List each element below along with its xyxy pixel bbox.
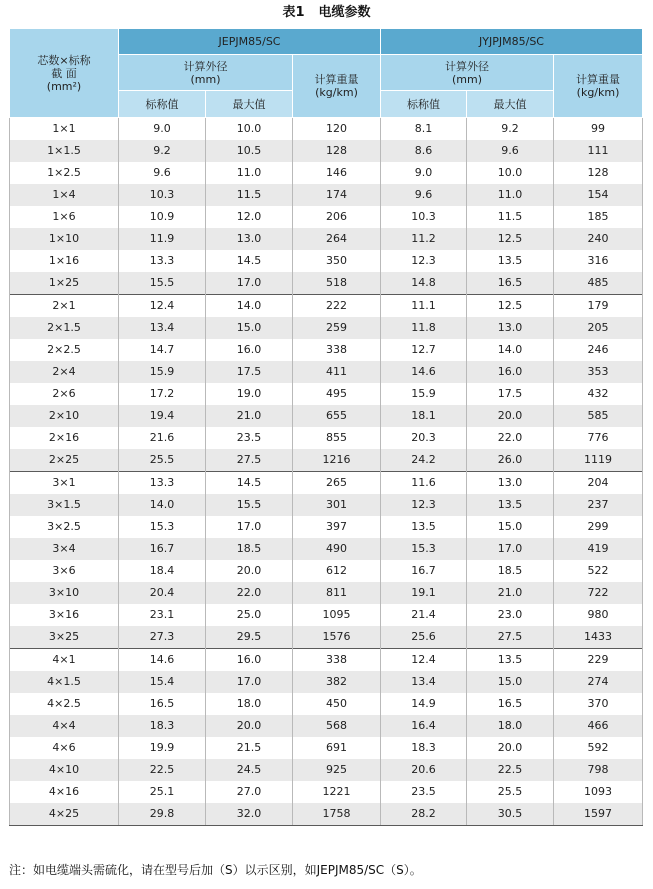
cell-jepjm-weight: 264 [293,228,381,250]
cell-jyjpjm-max-dia: 12.5 [467,228,554,250]
cell-core-section: 2×4 [10,361,119,383]
cell-jepjm-nominal-dia: 18.3 [119,715,206,737]
table-row [10,604,643,626]
cell-jepjm-nominal-dia: 13.3 [119,472,206,495]
cell-core-section: 4×25 [10,803,119,826]
cell-jepjm-max-dia: 20.0 [206,560,293,582]
cell-jepjm-weight: 128 [293,140,381,162]
cell-core-section: 3×1.5 [10,494,119,516]
cell-jepjm-nominal-dia: 18.4 [119,560,206,582]
cell-jyjpjm-weight: 1093 [554,781,643,803]
cell-jepjm-weight: 222 [293,295,381,318]
table-row [10,759,643,781]
cell-jepjm-nominal-dia: 15.4 [119,671,206,693]
cell-jyjpjm-max-dia: 17.5 [467,383,554,405]
cell-jepjm-weight: 174 [293,184,381,206]
cell-jyjpjm-nominal-dia: 13.5 [381,516,467,538]
cell-jepjm-nominal-dia: 10.9 [119,206,206,228]
cell-core-section: 4×1 [10,649,119,672]
cell-jepjm-nominal-dia: 15.9 [119,361,206,383]
table-row [10,228,643,250]
cell-jyjpjm-weight: 980 [554,604,643,626]
cell-core-section: 2×1.5 [10,317,119,339]
cell-jepjm-nominal-dia: 16.7 [119,538,206,560]
cell-jepjm-max-dia: 23.5 [206,427,293,449]
cell-jepjm-max-dia: 25.0 [206,604,293,626]
cell-core-section: 4×6 [10,737,119,759]
table-row [10,250,643,272]
cell-jyjpjm-nominal-dia: 18.3 [381,737,467,759]
cell-jepjm-max-dia: 17.0 [206,272,293,295]
table-row [10,295,643,318]
table-row [10,140,643,162]
cell-jyjpjm-nominal-dia: 11.2 [381,228,467,250]
cell-jyjpjm-nominal-dia: 11.8 [381,317,467,339]
table-row [10,405,643,427]
cell-jepjm-max-dia: 19.0 [206,383,293,405]
table-row [10,715,643,737]
cell-jyjpjm-weight: 128 [554,162,643,184]
cell-jyjpjm-nominal-dia: 14.6 [381,361,467,383]
cell-jyjpjm-weight: 419 [554,538,643,560]
header-core-section-line1: 芯数×标称 [37,53,91,67]
cell-jyjpjm-max-dia: 14.0 [467,339,554,361]
cell-jyjpjm-weight: 353 [554,361,643,383]
cell-jepjm-weight: 382 [293,671,381,693]
table-row [10,626,643,649]
cell-jyjpjm-nominal-dia: 20.6 [381,759,467,781]
header-max-2: 最大值 [467,91,554,118]
cell-jyjpjm-nominal-dia: 12.3 [381,250,467,272]
cell-jepjm-weight: 495 [293,383,381,405]
cell-jyjpjm-weight: 1119 [554,449,643,472]
header-group-jyjpjm85: JYJPJM85/SC [381,29,643,55]
header-weight-2 [554,55,643,118]
table-title-text: 电缆参数 [318,5,371,20]
cell-jepjm-weight: 691 [293,737,381,759]
table-row [10,272,643,295]
cell-jepjm-nominal-dia: 9.0 [119,118,206,141]
cell-jyjpjm-nominal-dia: 14.8 [381,272,467,295]
cell-jepjm-max-dia: 15.5 [206,494,293,516]
cell-jyjpjm-max-dia: 23.0 [467,604,554,626]
cell-jepjm-nominal-dia: 19.9 [119,737,206,759]
cell-jepjm-max-dia: 15.0 [206,317,293,339]
table-row [10,427,643,449]
cell-jepjm-max-dia: 17.5 [206,361,293,383]
cell-jyjpjm-nominal-dia: 21.4 [381,604,467,626]
cell-jepjm-nominal-dia: 14.0 [119,494,206,516]
cell-jyjpjm-max-dia: 10.0 [467,162,554,184]
cell-jyjpjm-nominal-dia: 25.6 [381,626,467,649]
header-weight-1 [293,55,381,118]
cell-jyjpjm-weight: 592 [554,737,643,759]
cell-jepjm-nominal-dia: 9.6 [119,162,206,184]
cell-jyjpjm-nominal-dia: 10.3 [381,206,467,228]
header-group-jepjm85: JEPJM85/SC [119,29,381,55]
cell-jyjpjm-nominal-dia: 13.4 [381,671,467,693]
header-max-1: 最大值 [206,91,293,118]
cell-jyjpjm-weight: 1597 [554,803,643,826]
cell-jyjpjm-weight: 179 [554,295,643,318]
cell-jyjpjm-weight: 229 [554,649,643,672]
cell-jepjm-max-dia: 18.0 [206,693,293,715]
cell-jyjpjm-nominal-dia: 15.3 [381,538,467,560]
cell-core-section: 4×16 [10,781,119,803]
cell-jepjm-weight: 1221 [293,781,381,803]
cell-jyjpjm-nominal-dia: 18.1 [381,405,467,427]
cell-jyjpjm-weight: 246 [554,339,643,361]
cell-jyjpjm-weight: 204 [554,472,643,495]
cell-jepjm-max-dia: 16.0 [206,649,293,672]
cell-jepjm-nominal-dia: 21.6 [119,427,206,449]
cell-jepjm-max-dia: 20.0 [206,715,293,737]
table-row [10,184,643,206]
cell-jepjm-nominal-dia: 20.4 [119,582,206,604]
cell-jepjm-nominal-dia: 14.7 [119,339,206,361]
cell-core-section: 2×25 [10,449,119,472]
cell-core-section: 3×16 [10,604,119,626]
cell-jepjm-max-dia: 14.5 [206,250,293,272]
cell-jepjm-nominal-dia: 13.4 [119,317,206,339]
cell-jepjm-weight: 411 [293,361,381,383]
table-row [10,339,643,361]
cell-jepjm-weight: 1576 [293,626,381,649]
cell-jepjm-weight: 259 [293,317,381,339]
cell-core-section: 2×6 [10,383,119,405]
header-weight-1-unit: (kg/km) [315,86,358,99]
table-row [10,317,643,339]
cell-jyjpjm-max-dia: 25.5 [467,781,554,803]
cell-core-section: 1×25 [10,272,119,295]
cell-jepjm-weight: 1758 [293,803,381,826]
cell-jepjm-weight: 301 [293,494,381,516]
cell-jyjpjm-nominal-dia: 8.6 [381,140,467,162]
cell-jyjpjm-max-dia: 15.0 [467,516,554,538]
cell-jepjm-nominal-dia: 27.3 [119,626,206,649]
cell-core-section: 1×6 [10,206,119,228]
cell-jepjm-max-dia: 13.0 [206,228,293,250]
cell-jyjpjm-nominal-dia: 12.4 [381,649,467,672]
cell-jyjpjm-max-dia: 13.5 [467,494,554,516]
cell-jyjpjm-nominal-dia: 12.3 [381,494,467,516]
cell-jyjpjm-weight: 370 [554,693,643,715]
cell-jyjpjm-weight: 299 [554,516,643,538]
cell-jepjm-max-dia: 17.0 [206,671,293,693]
cell-core-section: 2×1 [10,295,119,318]
header-diameter-1-label: 计算外径 [183,59,228,73]
cell-core-section: 4×10 [10,759,119,781]
cell-jyjpjm-nominal-dia: 12.7 [381,339,467,361]
cell-jepjm-weight: 925 [293,759,381,781]
cell-jyjpjm-weight: 522 [554,560,643,582]
cell-core-section: 4×4 [10,715,119,737]
cell-core-section: 3×10 [10,582,119,604]
cell-jepjm-weight: 265 [293,472,381,495]
cell-jyjpjm-weight: 1433 [554,626,643,649]
cell-jepjm-nominal-dia: 15.5 [119,272,206,295]
table-row [10,538,643,560]
table-title-label: 表1 [282,5,305,20]
cell-jyjpjm-weight: 99 [554,118,643,141]
table-row [10,781,643,803]
table-row [10,649,643,672]
cell-jepjm-weight: 120 [293,118,381,141]
cell-jyjpjm-weight: 722 [554,582,643,604]
cell-jepjm-max-dia: 16.0 [206,339,293,361]
cell-jyjpjm-nominal-dia: 23.5 [381,781,467,803]
cell-jepjm-max-dia: 24.5 [206,759,293,781]
cell-jepjm-nominal-dia: 19.4 [119,405,206,427]
cell-core-section: 1×1 [10,118,119,141]
cell-jyjpjm-max-dia: 13.0 [467,317,554,339]
table-row [10,118,643,141]
cell-jyjpjm-weight: 432 [554,383,643,405]
cable-parameters-table [9,28,643,826]
cell-jepjm-nominal-dia: 12.4 [119,295,206,318]
table-row [10,494,643,516]
table-row [10,693,643,715]
cell-jepjm-max-dia: 17.0 [206,516,293,538]
cell-jyjpjm-nominal-dia: 14.9 [381,693,467,715]
header-diameter-2 [381,55,554,91]
cell-jepjm-weight: 338 [293,339,381,361]
table-row [10,162,643,184]
cell-jyjpjm-weight: 111 [554,140,643,162]
cell-jepjm-max-dia: 11.0 [206,162,293,184]
cell-jepjm-weight: 811 [293,582,381,604]
cell-jepjm-max-dia: 14.5 [206,472,293,495]
cell-jyjpjm-max-dia: 16.5 [467,693,554,715]
header-core-section [10,29,119,118]
cell-jyjpjm-weight: 274 [554,671,643,693]
cell-jepjm-weight: 350 [293,250,381,272]
cell-jyjpjm-weight: 585 [554,405,643,427]
header-nominal-2: 标称值 [381,91,467,118]
cell-jyjpjm-max-dia: 11.0 [467,184,554,206]
cell-jyjpjm-max-dia: 12.5 [467,295,554,318]
cell-jyjpjm-weight: 485 [554,272,643,295]
cell-jepjm-weight: 146 [293,162,381,184]
table-row [10,803,643,826]
cell-jyjpjm-max-dia: 30.5 [467,803,554,826]
cell-jepjm-max-dia: 10.0 [206,118,293,141]
cell-jepjm-weight: 397 [293,516,381,538]
cell-jepjm-max-dia: 21.0 [206,405,293,427]
cell-jyjpjm-max-dia: 17.0 [467,538,554,560]
table-row [10,472,643,495]
cell-core-section: 2×10 [10,405,119,427]
table-row [10,737,643,759]
table-row [10,516,643,538]
table-row [10,582,643,604]
cell-jyjpjm-max-dia: 18.5 [467,560,554,582]
cell-jyjpjm-nominal-dia: 8.1 [381,118,467,141]
cell-core-section: 1×2.5 [10,162,119,184]
table-row [10,383,643,405]
cell-jepjm-max-dia: 18.5 [206,538,293,560]
cell-jyjpjm-weight: 798 [554,759,643,781]
cell-core-section: 3×1 [10,472,119,495]
cell-core-section: 4×2.5 [10,693,119,715]
cell-jyjpjm-max-dia: 15.0 [467,671,554,693]
cell-jepjm-weight: 612 [293,560,381,582]
cell-jepjm-nominal-dia: 16.5 [119,693,206,715]
cell-jepjm-nominal-dia: 10.3 [119,184,206,206]
cell-jepjm-nominal-dia: 15.3 [119,516,206,538]
cell-jyjpjm-weight: 185 [554,206,643,228]
cell-jyjpjm-weight: 466 [554,715,643,737]
cell-core-section: 3×6 [10,560,119,582]
cell-core-section: 2×16 [10,427,119,449]
cell-jyjpjm-max-dia: 27.5 [467,626,554,649]
cell-jepjm-weight: 338 [293,649,381,672]
cell-core-section: 4×1.5 [10,671,119,693]
cell-jyjpjm-max-dia: 26.0 [467,449,554,472]
header-diameter-1-unit: (mm) [190,72,221,86]
cell-jepjm-nominal-dia: 29.8 [119,803,206,826]
cell-jyjpjm-max-dia: 22.0 [467,427,554,449]
cell-jepjm-nominal-dia: 17.2 [119,383,206,405]
cell-core-section: 1×4 [10,184,119,206]
header-diameter-2-unit: (mm) [452,72,483,86]
cell-jepjm-weight: 855 [293,427,381,449]
cell-jyjpjm-max-dia: 13.0 [467,472,554,495]
cell-jepjm-max-dia: 14.0 [206,295,293,318]
cell-jyjpjm-weight: 205 [554,317,643,339]
cell-jyjpjm-nominal-dia: 15.9 [381,383,467,405]
cell-jepjm-nominal-dia: 13.3 [119,250,206,272]
table-row [10,206,643,228]
cell-jepjm-max-dia: 29.5 [206,626,293,649]
cell-jepjm-max-dia: 10.5 [206,140,293,162]
cell-jyjpjm-max-dia: 20.0 [467,737,554,759]
cell-jepjm-nominal-dia: 11.9 [119,228,206,250]
cell-core-section: 1×16 [10,250,119,272]
footnote: 注：如电缆端头需硫化，请在型号后加（S）以示区别，如JEPJM85/SC（S）。 [9,863,422,877]
cell-jyjpjm-max-dia: 18.0 [467,715,554,737]
cell-jyjpjm-weight: 154 [554,184,643,206]
cell-jepjm-max-dia: 22.0 [206,582,293,604]
cell-jyjpjm-max-dia: 9.6 [467,140,554,162]
header-weight-1-label: 计算重量 [314,73,359,86]
table-body [10,118,643,826]
cell-jyjpjm-max-dia: 13.5 [467,649,554,672]
cell-jepjm-weight: 1095 [293,604,381,626]
cell-jyjpjm-nominal-dia: 19.1 [381,582,467,604]
cell-jyjpjm-max-dia: 13.5 [467,250,554,272]
cell-jyjpjm-nominal-dia: 9.0 [381,162,467,184]
cell-jepjm-weight: 450 [293,693,381,715]
header-diameter-2-label: 计算外径 [445,59,490,73]
cell-jepjm-nominal-dia: 25.1 [119,781,206,803]
cell-jyjpjm-nominal-dia: 16.7 [381,560,467,582]
cell-jepjm-max-dia: 32.0 [206,803,293,826]
header-nominal-1: 标称值 [119,91,206,118]
cell-jepjm-nominal-dia: 25.5 [119,449,206,472]
cell-jyjpjm-nominal-dia: 11.6 [381,472,467,495]
cell-jyjpjm-nominal-dia: 20.3 [381,427,467,449]
cell-core-section: 3×2.5 [10,516,119,538]
table-row [10,560,643,582]
cell-jyjpjm-max-dia: 9.2 [467,118,554,141]
cell-jyjpjm-weight: 237 [554,494,643,516]
cell-jepjm-nominal-dia: 23.1 [119,604,206,626]
cell-jepjm-weight: 518 [293,272,381,295]
cell-jepjm-nominal-dia: 14.6 [119,649,206,672]
cell-core-section: 2×2.5 [10,339,119,361]
cell-jepjm-weight: 490 [293,538,381,560]
cell-jepjm-max-dia: 27.0 [206,781,293,803]
cell-jyjpjm-max-dia: 22.5 [467,759,554,781]
header-core-section-line3: (mm²) [46,79,82,93]
cell-jyjpjm-weight: 240 [554,228,643,250]
cell-jyjpjm-max-dia: 16.5 [467,272,554,295]
cell-jepjm-weight: 568 [293,715,381,737]
cell-jyjpjm-weight: 776 [554,427,643,449]
cell-jepjm-max-dia: 27.5 [206,449,293,472]
cell-jyjpjm-max-dia: 20.0 [467,405,554,427]
cell-jyjpjm-nominal-dia: 9.6 [381,184,467,206]
table-row [10,361,643,383]
cell-jyjpjm-max-dia: 11.5 [467,206,554,228]
header-core-section-line2: 截 面 [51,66,77,80]
cell-core-section: 1×1.5 [10,140,119,162]
table-title [0,0,653,26]
header-diameter-1 [119,55,293,91]
cell-core-section: 3×4 [10,538,119,560]
cell-jyjpjm-nominal-dia: 28.2 [381,803,467,826]
cell-jepjm-max-dia: 21.5 [206,737,293,759]
cell-jyjpjm-weight: 316 [554,250,643,272]
header-weight-2-label: 计算重量 [576,73,621,86]
cell-core-section: 3×25 [10,626,119,649]
cell-jyjpjm-nominal-dia: 16.4 [381,715,467,737]
cell-jyjpjm-max-dia: 16.0 [467,361,554,383]
cell-core-section: 1×10 [10,228,119,250]
cell-jepjm-max-dia: 12.0 [206,206,293,228]
cell-jyjpjm-max-dia: 21.0 [467,582,554,604]
table-row [10,671,643,693]
cell-jepjm-weight: 206 [293,206,381,228]
cell-jepjm-weight: 655 [293,405,381,427]
table-row [10,449,643,472]
cell-jepjm-nominal-dia: 22.5 [119,759,206,781]
cell-jepjm-max-dia: 11.5 [206,184,293,206]
cell-jyjpjm-nominal-dia: 11.1 [381,295,467,318]
header-weight-2-unit: (kg/km) [576,86,620,99]
cell-jyjpjm-nominal-dia: 24.2 [381,449,467,472]
cell-jepjm-weight: 1216 [293,449,381,472]
cell-jepjm-nominal-dia: 9.2 [119,140,206,162]
